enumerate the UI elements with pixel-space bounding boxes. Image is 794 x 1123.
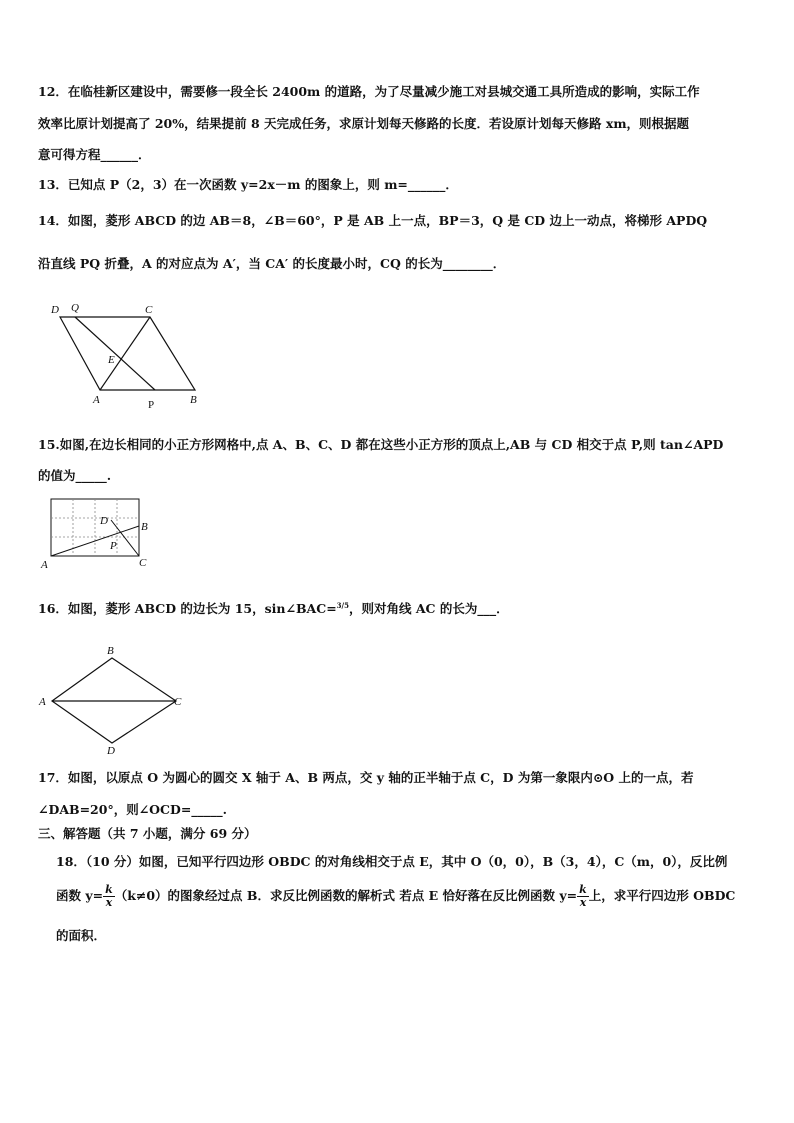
question-12-line-2: 效率比原计划提高了 20%，结果提前 8 天完成任务，求原计划每天修路的长度．若设原计划每天修路 xm，则根据题 — [38, 116, 690, 131]
label-C: C — [145, 304, 153, 316]
question-17-line-2: ∠DAB=20°，则∠OCD=_____. — [38, 802, 227, 817]
label-B: B — [141, 521, 148, 533]
question-16 — [38, 598, 758, 617]
question-12-line-3: 意可得方程______． — [38, 147, 151, 162]
label-D: D — [51, 304, 59, 316]
k-over-x-fraction: $\frac{k}{x}$ — [105, 883, 113, 909]
question-16-post: ，则对角线 AC 的长为___． — [348, 601, 509, 617]
sin-fraction: 3/5 — [336, 601, 349, 610]
question-18-line-1: 18．（10 分）如图，已知平行四边形 OBDC 的对角线相交于点 E，其中 O（0，0），B（3，4），C（m，0），反比例 — [56, 854, 728, 869]
section-3-title: 三、解答题（共 7 小题，满分 69 分） — [38, 826, 257, 841]
question-14-line-1: 14．如图，菱形 ABCD 的边 AB＝8，∠B＝60°，P 是 AB 上一点，BP＝3，Q 是 CD 边上一动点，将梯形 APDQ — [38, 213, 708, 228]
label-P: P — [110, 540, 117, 552]
label-C: C — [139, 557, 147, 569]
question-17-line-1: 17．如图，以原点 O 为圆心的圆交 X 轴于 A、B 两点，交 y 轴的正半轴于点 C，D 为第一象限内⊙O 上的一点，若 — [38, 770, 694, 785]
label-C: C — [174, 696, 182, 708]
question-16-rhombus-figure — [36, 642, 191, 758]
label-P: P — [148, 399, 155, 411]
label-D: D — [107, 745, 115, 757]
question-18-line-2-pre: 函数 y= — [56, 888, 104, 903]
question-13: 13．已知点 P（2，3）在一次函数 y=2x－m 的图象上，则 m=______． — [38, 177, 458, 192]
question-15-line-1: 15.如图,在边长相同的小正方形网格中,点 A、B、C、D 都在这些小正方形的顶点上,AB 与 CD 相交于点 P,则 tan∠APD — [38, 437, 724, 452]
question-14-line-2: 沿直线 PQ 折叠，A 的对应点为 A′，当 CA′ 的长度最小时，CQ 的长为________． — [38, 256, 506, 271]
label-A: A — [41, 559, 48, 571]
question-18-line-2-mid: （k≠0）的图象经过点 B．求反比例函数的解析式 若点 E 恰好落在反比例函数 y= — [114, 888, 578, 903]
question-15-line-2: 的值为_____. — [38, 468, 112, 483]
label-Q: Q — [71, 302, 79, 314]
label-A: A — [39, 696, 46, 708]
question-18-line-2 — [56, 882, 761, 910]
question-12-line-1: 12．在临桂新区建设中，需要修一段全长 2400m 的道路，为了尽量减少施工对县城交通工具所造成的影响，实际工作 — [38, 84, 700, 99]
k-over-x-fraction-2: $\frac{k}{x}$ — [579, 883, 587, 909]
question-18-line-3: 的面积． — [56, 928, 107, 943]
label-E: E — [108, 354, 115, 366]
label-D: D — [100, 515, 108, 527]
label-A: A — [93, 394, 100, 406]
question-18-line-2-post: 上，求平行四边形 OBDC — [588, 888, 736, 903]
label-B: B — [107, 645, 114, 657]
question-15-grid-figure — [38, 494, 163, 574]
question-16-pre: 16．如图，菱形 ABCD 的边长为 15，sin∠BAC= — [38, 601, 337, 617]
label-B: B — [190, 394, 197, 406]
question-14-rhombus-figure — [45, 297, 215, 412]
